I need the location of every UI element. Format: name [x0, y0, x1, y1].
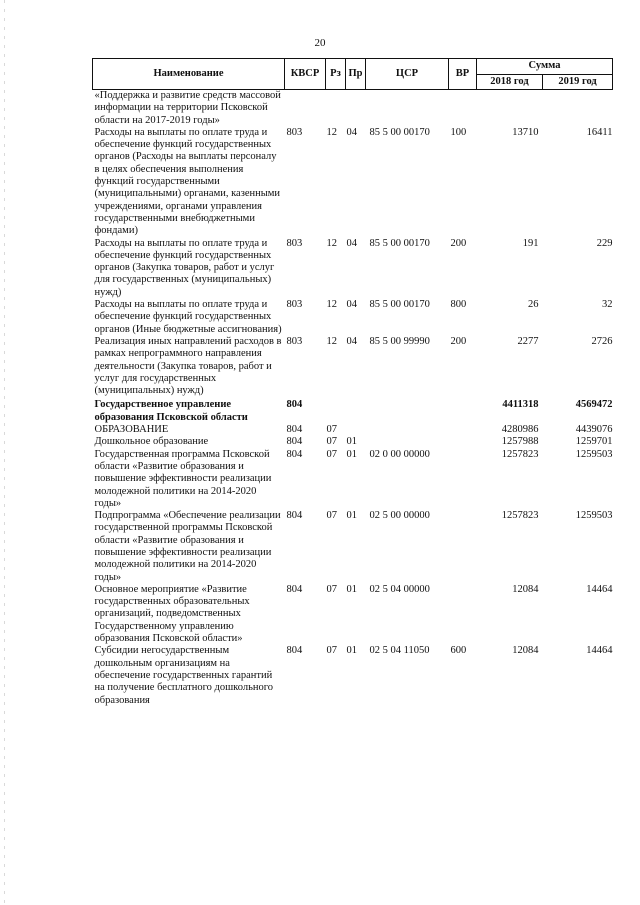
row-sum-2019: 4569472 [575, 399, 613, 411]
row-kvsr: 804 [286, 510, 303, 522]
row-name: Расходы на выплаты по оплате труда и обеспечение функций государственных органов (Расходы на выплаты персоналу в целях обеспечения выполнения функций государственными (муниципальными) органами, казенными учреждениями, органами управления государственными внебюджетными фондами) [94, 126, 281, 237]
row-kvsr: 804 [286, 424, 303, 436]
row-sum-2019: 14464 [586, 645, 613, 657]
row-sum-2019: 229 [596, 237, 613, 249]
scan-edge-line [4, 0, 5, 905]
row-kvsr: 804 [286, 645, 303, 657]
row-csr: 85 5 00 00170 [369, 126, 430, 138]
row-name: ОБРАЗОВАНИЕ [94, 424, 169, 436]
table-body [93, 90, 613, 707]
row-name: Дошкольное образование [94, 436, 209, 448]
row-rz: 12 [326, 299, 337, 311]
table-row [93, 584, 613, 645]
row-pr: 04 [346, 335, 357, 347]
row-rz: 07 [326, 510, 337, 522]
row-rz: 12 [326, 237, 337, 249]
row-sum-2018: 1257823 [501, 448, 539, 460]
row-vr [449, 436, 477, 448]
row-sum-2018: 12084 [512, 583, 539, 595]
row-pr: 01 [346, 645, 357, 657]
row-kvsr: 803 [286, 126, 303, 138]
row-csr [366, 90, 449, 127]
row-rz: 07 [326, 436, 337, 448]
row-pr: 04 [346, 126, 357, 138]
table-row [93, 449, 613, 510]
row-name: Расходы на выплаты по оплате труда и обеспечение функций государственных органов (Иные бюджетные ассигнования) [94, 299, 282, 335]
row-sum-2019: 1259503 [575, 448, 613, 460]
row-kvsr [285, 90, 326, 127]
row-csr [366, 424, 449, 436]
header-sum: Сумма [477, 59, 613, 75]
row-pr [346, 90, 366, 127]
row-sum-2018: 12084 [512, 645, 539, 657]
table-row [93, 397, 613, 424]
row-sum-2019: 32 [602, 299, 613, 311]
row-name: Государственная программа Псковской области «Развитие образования и повышение эффективности реализации молодежной политики на 2014-2020 годы» [94, 448, 272, 509]
row-rz [326, 397, 346, 424]
row-sum-2018: 2277 [517, 335, 539, 347]
row-name: Основное мероприятие «Развитие государственных образовательных организаций, подведомственных Государственному управлению образования Псковской области» [94, 583, 250, 645]
table-row [93, 510, 613, 584]
row-pr: 01 [346, 448, 357, 460]
row-kvsr: 804 [286, 583, 303, 595]
row-pr: 01 [346, 510, 357, 522]
row-vr [449, 424, 477, 436]
table-row [93, 436, 613, 448]
row-rz [326, 90, 346, 127]
table-row [93, 424, 613, 436]
table-row [93, 336, 613, 397]
table-row [93, 127, 613, 238]
row-vr [449, 397, 477, 424]
row-csr [366, 436, 449, 448]
row-sum-2019: 14464 [586, 583, 613, 595]
row-sum-2018 [477, 90, 543, 127]
row-pr: 01 [346, 436, 357, 448]
table-row [93, 645, 613, 706]
row-name: Расходы на выплаты по оплате труда и обеспечение функций государственных органов (Закупка товаров, работ и услуг для государственных (муниципальных) нужд) [94, 237, 275, 298]
row-rz: 07 [326, 424, 337, 436]
row-csr: 02 5 00 00000 [369, 510, 430, 522]
row-rz: 12 [326, 335, 337, 347]
row-sum-2018: 1257988 [501, 436, 539, 448]
row-rz: 07 [326, 448, 337, 460]
row-kvsr: 804 [286, 448, 303, 460]
row-vr [449, 584, 477, 645]
row-rz: 07 [326, 645, 337, 657]
row-sum-2018: 1257823 [501, 510, 539, 522]
table-row [93, 238, 613, 299]
header-vr: ВР [449, 59, 477, 90]
row-sum-2019: 1259701 [575, 436, 613, 448]
table-row [93, 299, 613, 336]
row-rz: 12 [326, 126, 337, 138]
row-csr: 02 5 04 11050 [369, 645, 430, 657]
row-csr [366, 397, 449, 424]
row-pr: 04 [346, 237, 357, 249]
row-vr [449, 449, 477, 510]
header-rz: Рз [326, 59, 346, 90]
header-kvsr: КВСР [285, 59, 326, 90]
row-pr: 01 [346, 583, 357, 595]
row-vr: 800 [450, 299, 467, 311]
header-name: Наименование [93, 59, 285, 90]
page-number: 20 [314, 37, 326, 49]
row-sum-2019: 2726 [591, 335, 613, 347]
row-kvsr: 803 [286, 237, 303, 249]
row-csr: 85 5 00 00170 [369, 237, 430, 249]
row-vr: 200 [450, 335, 467, 347]
row-name: Субсидии негосударственным дошкольным организациям на обеспечение государственных гарантий на получение бесплатного дошкольного образования [94, 645, 274, 706]
row-name: «Поддержка и развитие средств массовой информации на территории Псковской области на 2017-2019 годы» [94, 90, 281, 126]
row-pr: 04 [346, 299, 357, 311]
row-pr [346, 397, 366, 424]
row-vr [449, 90, 477, 127]
row-name: Государственное управление образования Псковской области [94, 399, 248, 423]
row-sum-2019: 16411 [586, 126, 613, 138]
row-sum-2018: 13710 [512, 126, 539, 138]
row-csr: 85 5 00 99990 [369, 335, 430, 347]
row-sum-2018: 191 [522, 237, 539, 249]
row-sum-2018: 26 [528, 299, 539, 311]
row-sum-2019: 1259503 [575, 510, 613, 522]
row-name: Подпрограмма «Обеспечение реализации государственной программы Псковской области «Развитие образования и повышение эффективности реализации молодежной политики на 2014-2020 годы» [94, 510, 281, 583]
row-vr: 600 [450, 645, 467, 657]
row-sum-2019 [543, 90, 613, 127]
row-csr: 02 5 04 00000 [369, 583, 430, 595]
row-sum-2018: 4280986 [501, 424, 539, 436]
row-kvsr: 803 [286, 299, 303, 311]
header-pr: Пр [346, 59, 366, 90]
header-year-2019: 2019 год [543, 74, 613, 90]
row-pr [346, 424, 366, 436]
row-name: Реализация иных направлений расходов в рамках непрограммного направления деятельности (Закупка товаров, работ и услуг для государственных (муниципальных) нужд) [94, 335, 282, 397]
row-sum-2019: 4439076 [575, 424, 613, 436]
row-kvsr: 803 [286, 335, 303, 347]
row-vr: 200 [450, 237, 467, 249]
table-header [93, 59, 613, 90]
row-rz: 07 [326, 583, 337, 595]
row-vr [449, 510, 477, 584]
row-kvsr: 804 [286, 436, 303, 448]
row-csr: 85 5 00 00170 [369, 299, 430, 311]
row-kvsr: 804 [286, 399, 303, 411]
header-csr: ЦСР [366, 59, 449, 90]
header-year-2018: 2018 год [477, 74, 543, 90]
row-vr: 100 [450, 126, 467, 138]
budget-table [92, 58, 613, 707]
table-row [93, 90, 613, 127]
row-sum-2018: 4411318 [502, 399, 539, 411]
row-csr: 02 0 00 00000 [369, 448, 430, 460]
